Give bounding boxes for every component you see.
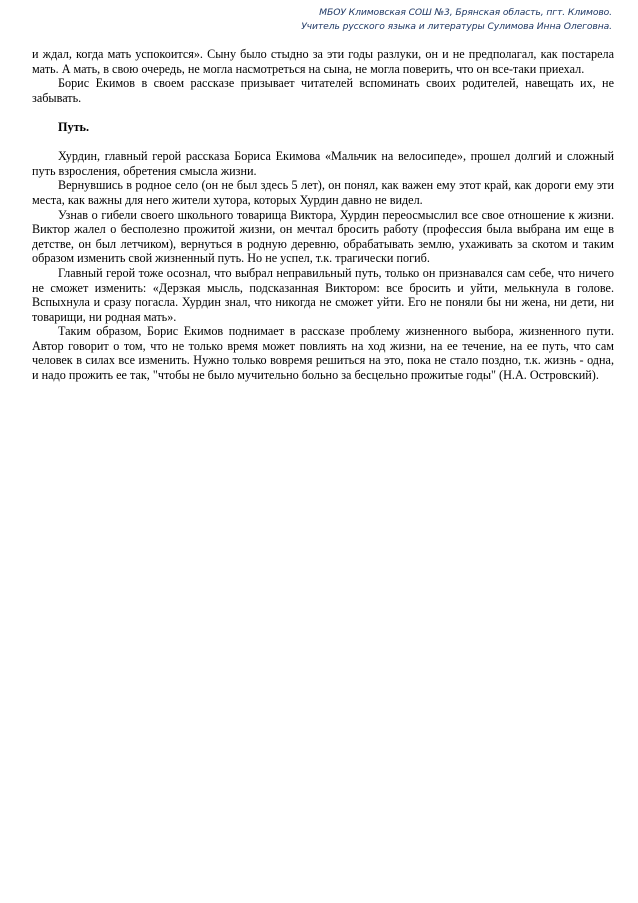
- paragraph-return: Вернувшись в родное село (он не был здесь 5 лет), он понял, как важен ему этот край, как дороги ему эти места, как важны для него жители хутора, которых Хурдин давно не видел.: [32, 178, 614, 207]
- blank-line: [32, 105, 614, 120]
- paragraph-realization: Главный герой тоже осознал, что выбрал неправильный путь, только он признавался сам себе, что ничего не сможет изменить: «Дерзкая мысль, подсказанная Виктором: все бросить и уйти, мелькнула в голове. Вспыхнула и сразу погасла. Хурдин знал, что никогда не сможет уйти. Его не поняли бы ни жена, ни дети, ни товарищи, ни родная мать».: [32, 265, 614, 324]
- page-header: [212, 6, 612, 34]
- paragraph-continuation: и ждал, когда мать успокоится». Сыну было стыдно за эти годы разлуки, он и не предполагал, как постарела мать. А мать, в свою очередь, не могла насмотреться на сына, не могла поверить, что он все-таки приехал.: [32, 47, 614, 76]
- paragraph-viktor: Узнав о гибели своего школьного товарища Виктора, Хурдин переосмыслил все свое отношение к жизни. Виктор жалел о бесполезно прожитой жизни, он мечтал бросить работу (профессия была выбрана им еще в детстве, он был летчиком), вернуться в родную деревню, обрабатывать землю, ухаживать за скотом и таким образом изменить свой жизненный путь. Но не успел, т.к. трагически погиб.: [32, 207, 614, 266]
- paragraph-intro: Хурдин, главный герой рассказа Бориса Екимова «Мальчик на велосипеде», прошел долгий и сложный путь взросления, обретения смысла жизни.: [32, 149, 614, 178]
- paragraph-conclusion-parents: Борис Екимов в своем рассказе призывает читателей вспоминать своих родителей, навещать их, не забывать.: [32, 76, 614, 105]
- paragraph-conclusion: Таким образом, Борис Екимов поднимает в рассказе проблему жизненного выбора, жизненного пути. Автор говорит о том, что не только время может повлиять на ход жизни, на ее течение, на ее путь, что сам человек в силах все изменить. Нужно только вовремя решиться на это, пока не стало поздно, т.к. жизнь - одна, и надо прожить ее так, "чтобы не было мучительно больно за бесцельно прожитые годы" (Н.А. Островский).: [32, 324, 614, 383]
- header-school-line: МБОУ Климовская СОШ №3, Брянская область, пгт. Климово.: [319, 7, 612, 18]
- section-heading: Путь.: [58, 119, 90, 134]
- header-teacher-line: Учитель русского языка и литературы Сулимова Инна Олеговна.: [301, 21, 612, 32]
- document-body: [32, 47, 614, 383]
- blank-line: [32, 135, 614, 150]
